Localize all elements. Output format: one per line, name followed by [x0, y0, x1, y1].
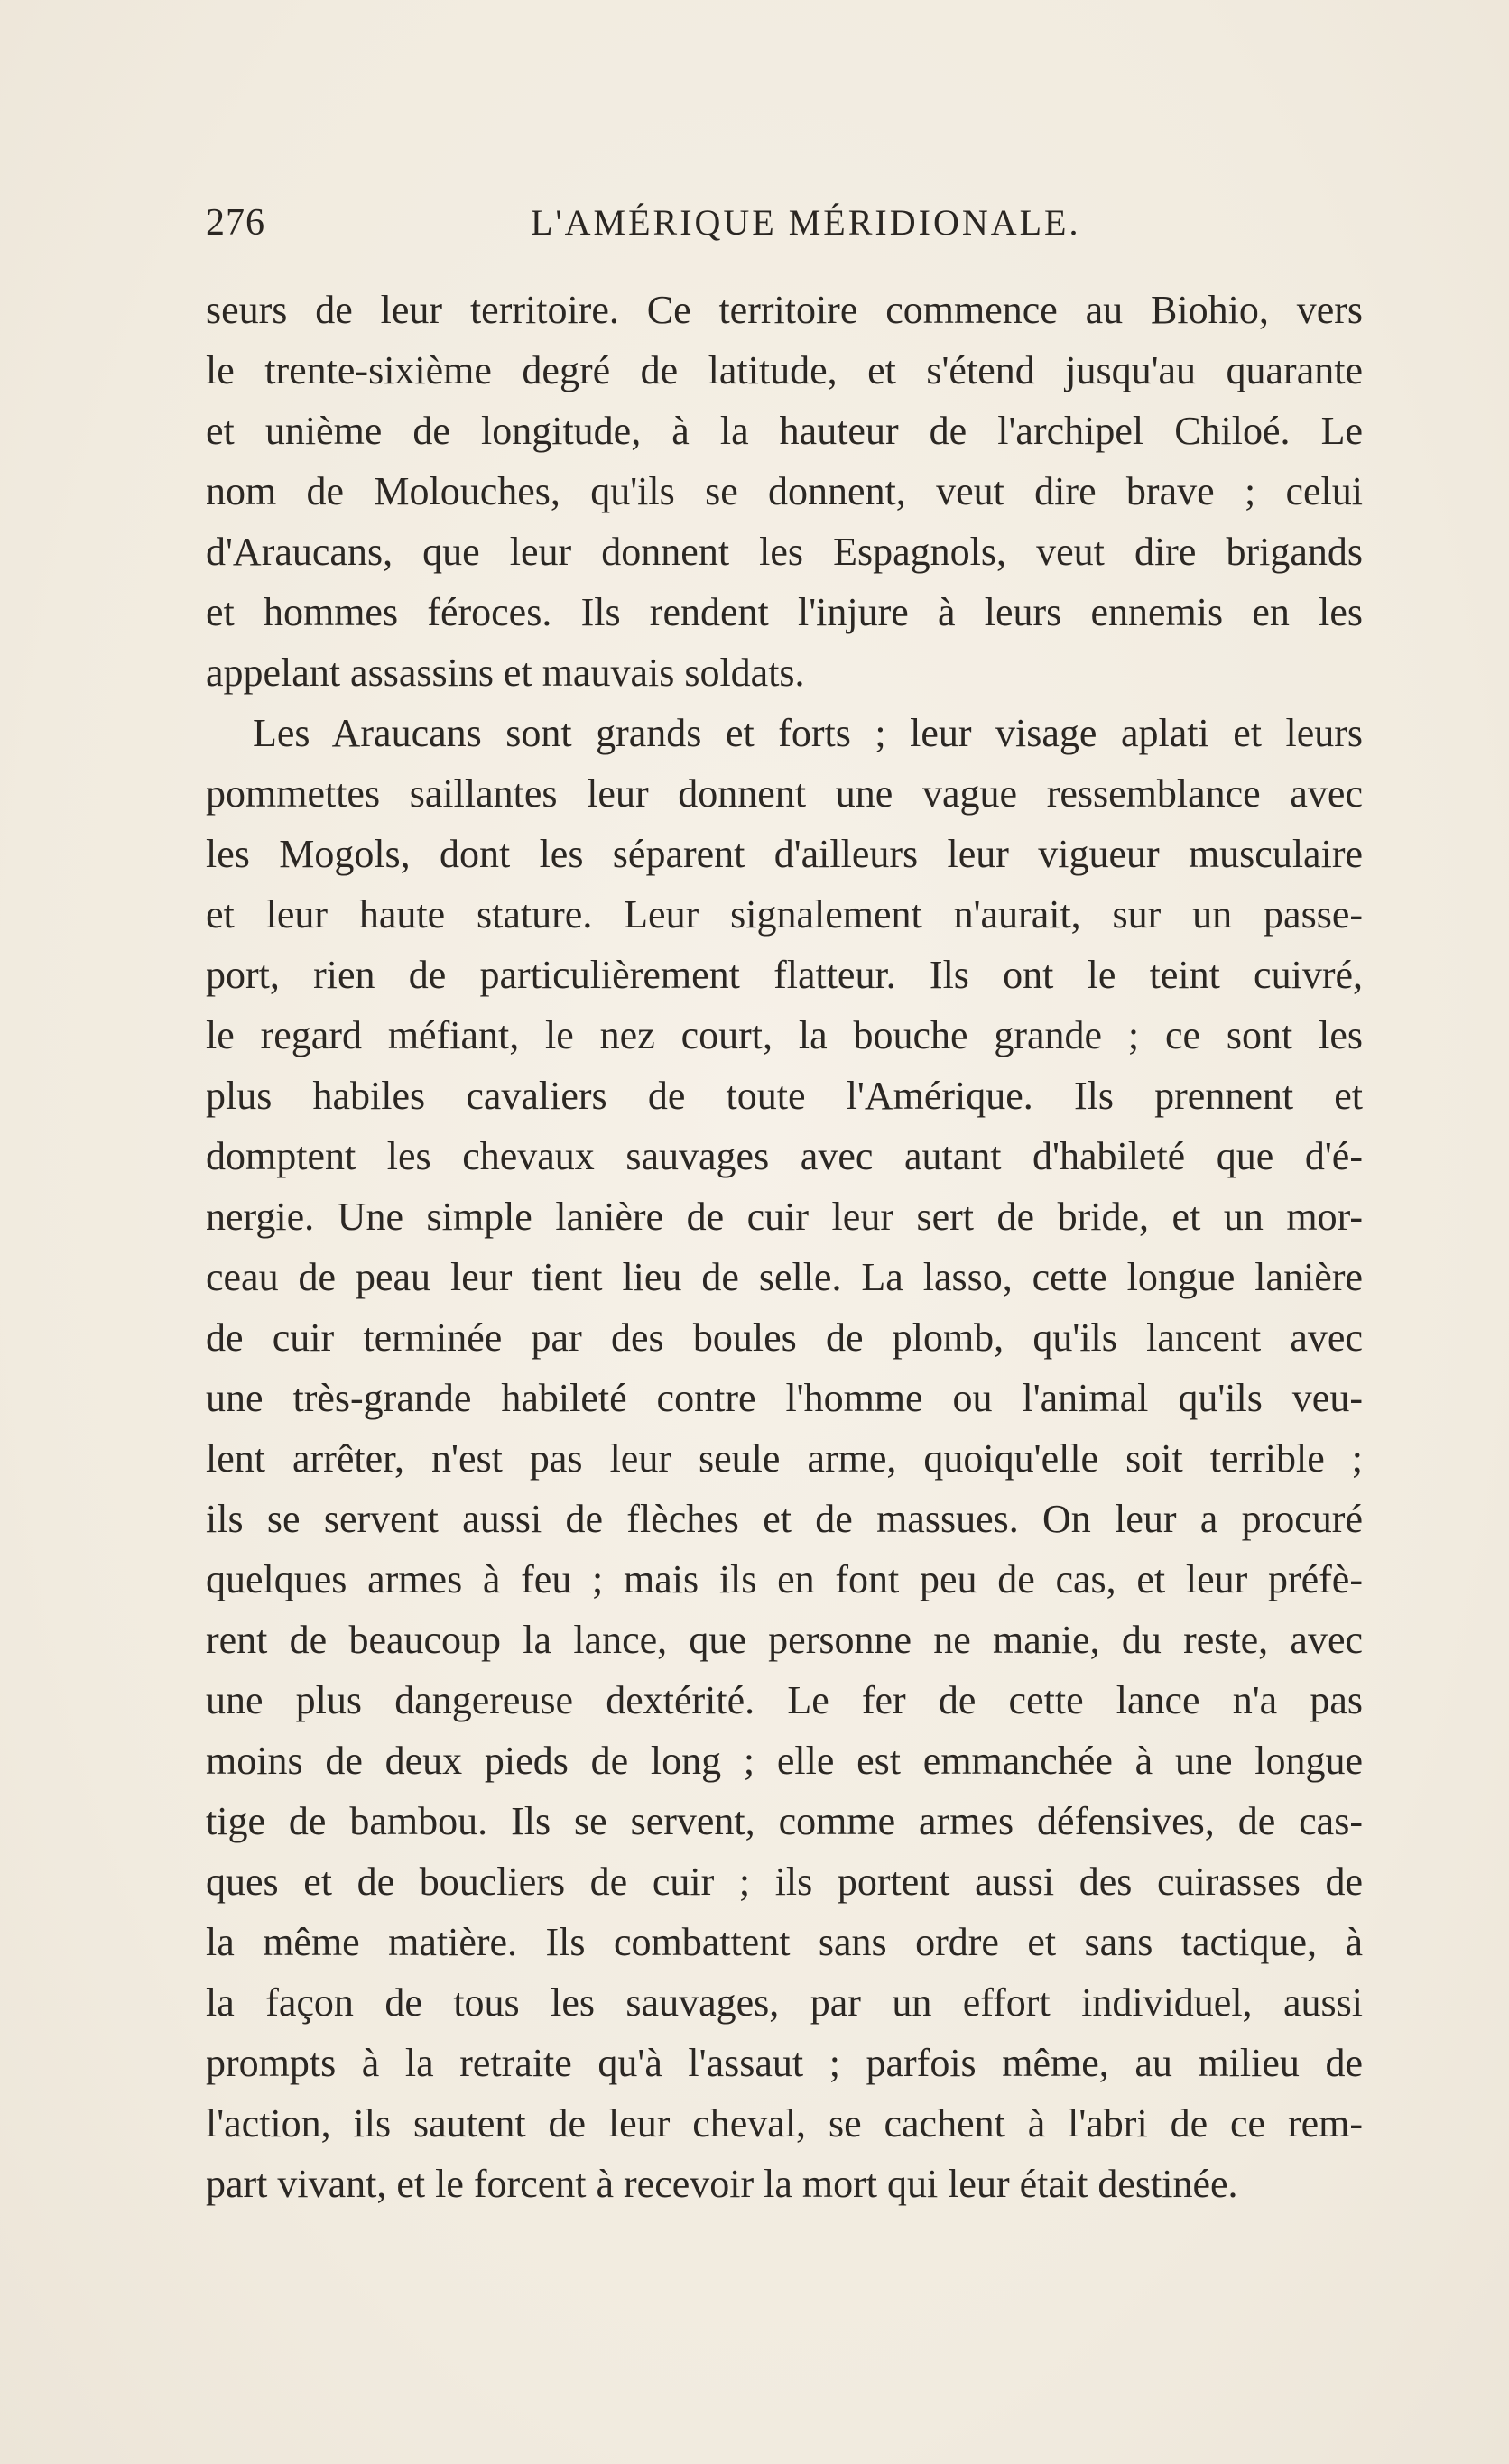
text-line: et leur haute stature. Leur signalement n'aurait, sur un passe- [206, 892, 1363, 937]
text-line: moins de deux pieds de long ; elle est emmanchée à une longue [206, 1739, 1363, 1783]
text-line: le trente-sixième degré de latitude, et s'étend jusqu'au quarante [206, 348, 1363, 392]
text-line: la façon de tous les sauvages, par un effort individuel, aussi [206, 1980, 1363, 2025]
page-number: 276 [206, 202, 265, 244]
body-text [206, 280, 1363, 2214]
text-line: ceau de peau leur tient lieu de selle. La lasso, cette longue lanière [206, 1255, 1363, 1299]
paragraph-2 [206, 703, 1363, 2214]
text-line: lent arrêter, n'est pas leur seule arme, quoiqu'elle soit terrible ; [206, 1436, 1363, 1481]
text-line: et hommes féroces. Ils rendent l'injure à leurs ennemis en les [206, 590, 1363, 634]
text-line: tige de bambou. Ils se servent, comme armes défensives, de cas- [206, 1799, 1363, 1843]
text-line: les Mogols, dont les séparent d'ailleurs leur vigueur musculaire [206, 832, 1363, 876]
text-line: nom de Molouches, qu'ils se donnent, veut dire brave ; celui [206, 469, 1363, 513]
text-line: port, rien de particulièrement flatteur. Ils ont le teint cuivré, [206, 953, 1363, 997]
running-head: L'AMÉRIQUE MÉRIDIONALE. [531, 202, 1081, 243]
paragraph-1 [206, 280, 1363, 703]
text-line: prompts à la retraite qu'à l'assaut ; parfois même, au milieu de [206, 2041, 1363, 2085]
text-line: appelant assassins et mauvais soldats. [206, 651, 805, 695]
text-line: une plus dangereuse dextérité. Le fer de cette lance n'a pas [206, 1678, 1363, 1722]
text-line: domptent les chevaux sauvages avec autant d'habileté que d'é- [206, 1134, 1363, 1178]
text-line: le regard méfiant, le nez court, la bouche grande ; ce sont les [206, 1013, 1363, 1057]
text-line: de cuir terminée par des boules de plomb, qu'ils lancent avec [206, 1315, 1363, 1360]
text-line: d'Araucans, que leur donnent les Espagnols, veut dire brigands [206, 530, 1363, 574]
text-line: Les Araucans sont grands et forts ; leur visage aplati et leurs [253, 711, 1363, 755]
text-line: part vivant, et le forcent à recevoir la mort qui leur était destinée. [206, 2162, 1238, 2206]
text-line: une très-grande habileté contre l'homme ou l'animal qu'ils veu- [206, 1376, 1363, 1420]
text-line: la même matière. Ils combattent sans ordre et sans tactique, à [206, 1920, 1363, 1964]
text-line: pommettes saillantes leur donnent une vague ressemblance avec [206, 771, 1363, 816]
text-line: ques et de boucliers de cuir ; ils portent aussi des cuirasses de [206, 1860, 1363, 1904]
text-line: nergie. Une simple lanière de cuir leur sert de bride, et un mor- [206, 1195, 1363, 1239]
text-line: seurs de leur territoire. Ce territoire commence au Biohio, vers [206, 288, 1363, 332]
text-line: l'action, ils sautent de leur cheval, se cachent à l'abri de ce rem- [206, 2101, 1363, 2146]
text-line: quelques armes à feu ; mais ils en font peu de cas, et leur préfè- [206, 1557, 1363, 1601]
text-line: et unième de longitude, à la hauteur de l'archipel Chiloé. Le [206, 409, 1363, 453]
text-line: rent de beaucoup la lance, que personne ne manie, du reste, avec [206, 1618, 1363, 1662]
text-line: plus habiles cavaliers de toute l'Amérique. Ils prennent et [206, 1074, 1363, 1118]
page-header [206, 201, 1363, 255]
text-line: ils se servent aussi de flèches et de massues. On leur a procuré [206, 1497, 1363, 1541]
